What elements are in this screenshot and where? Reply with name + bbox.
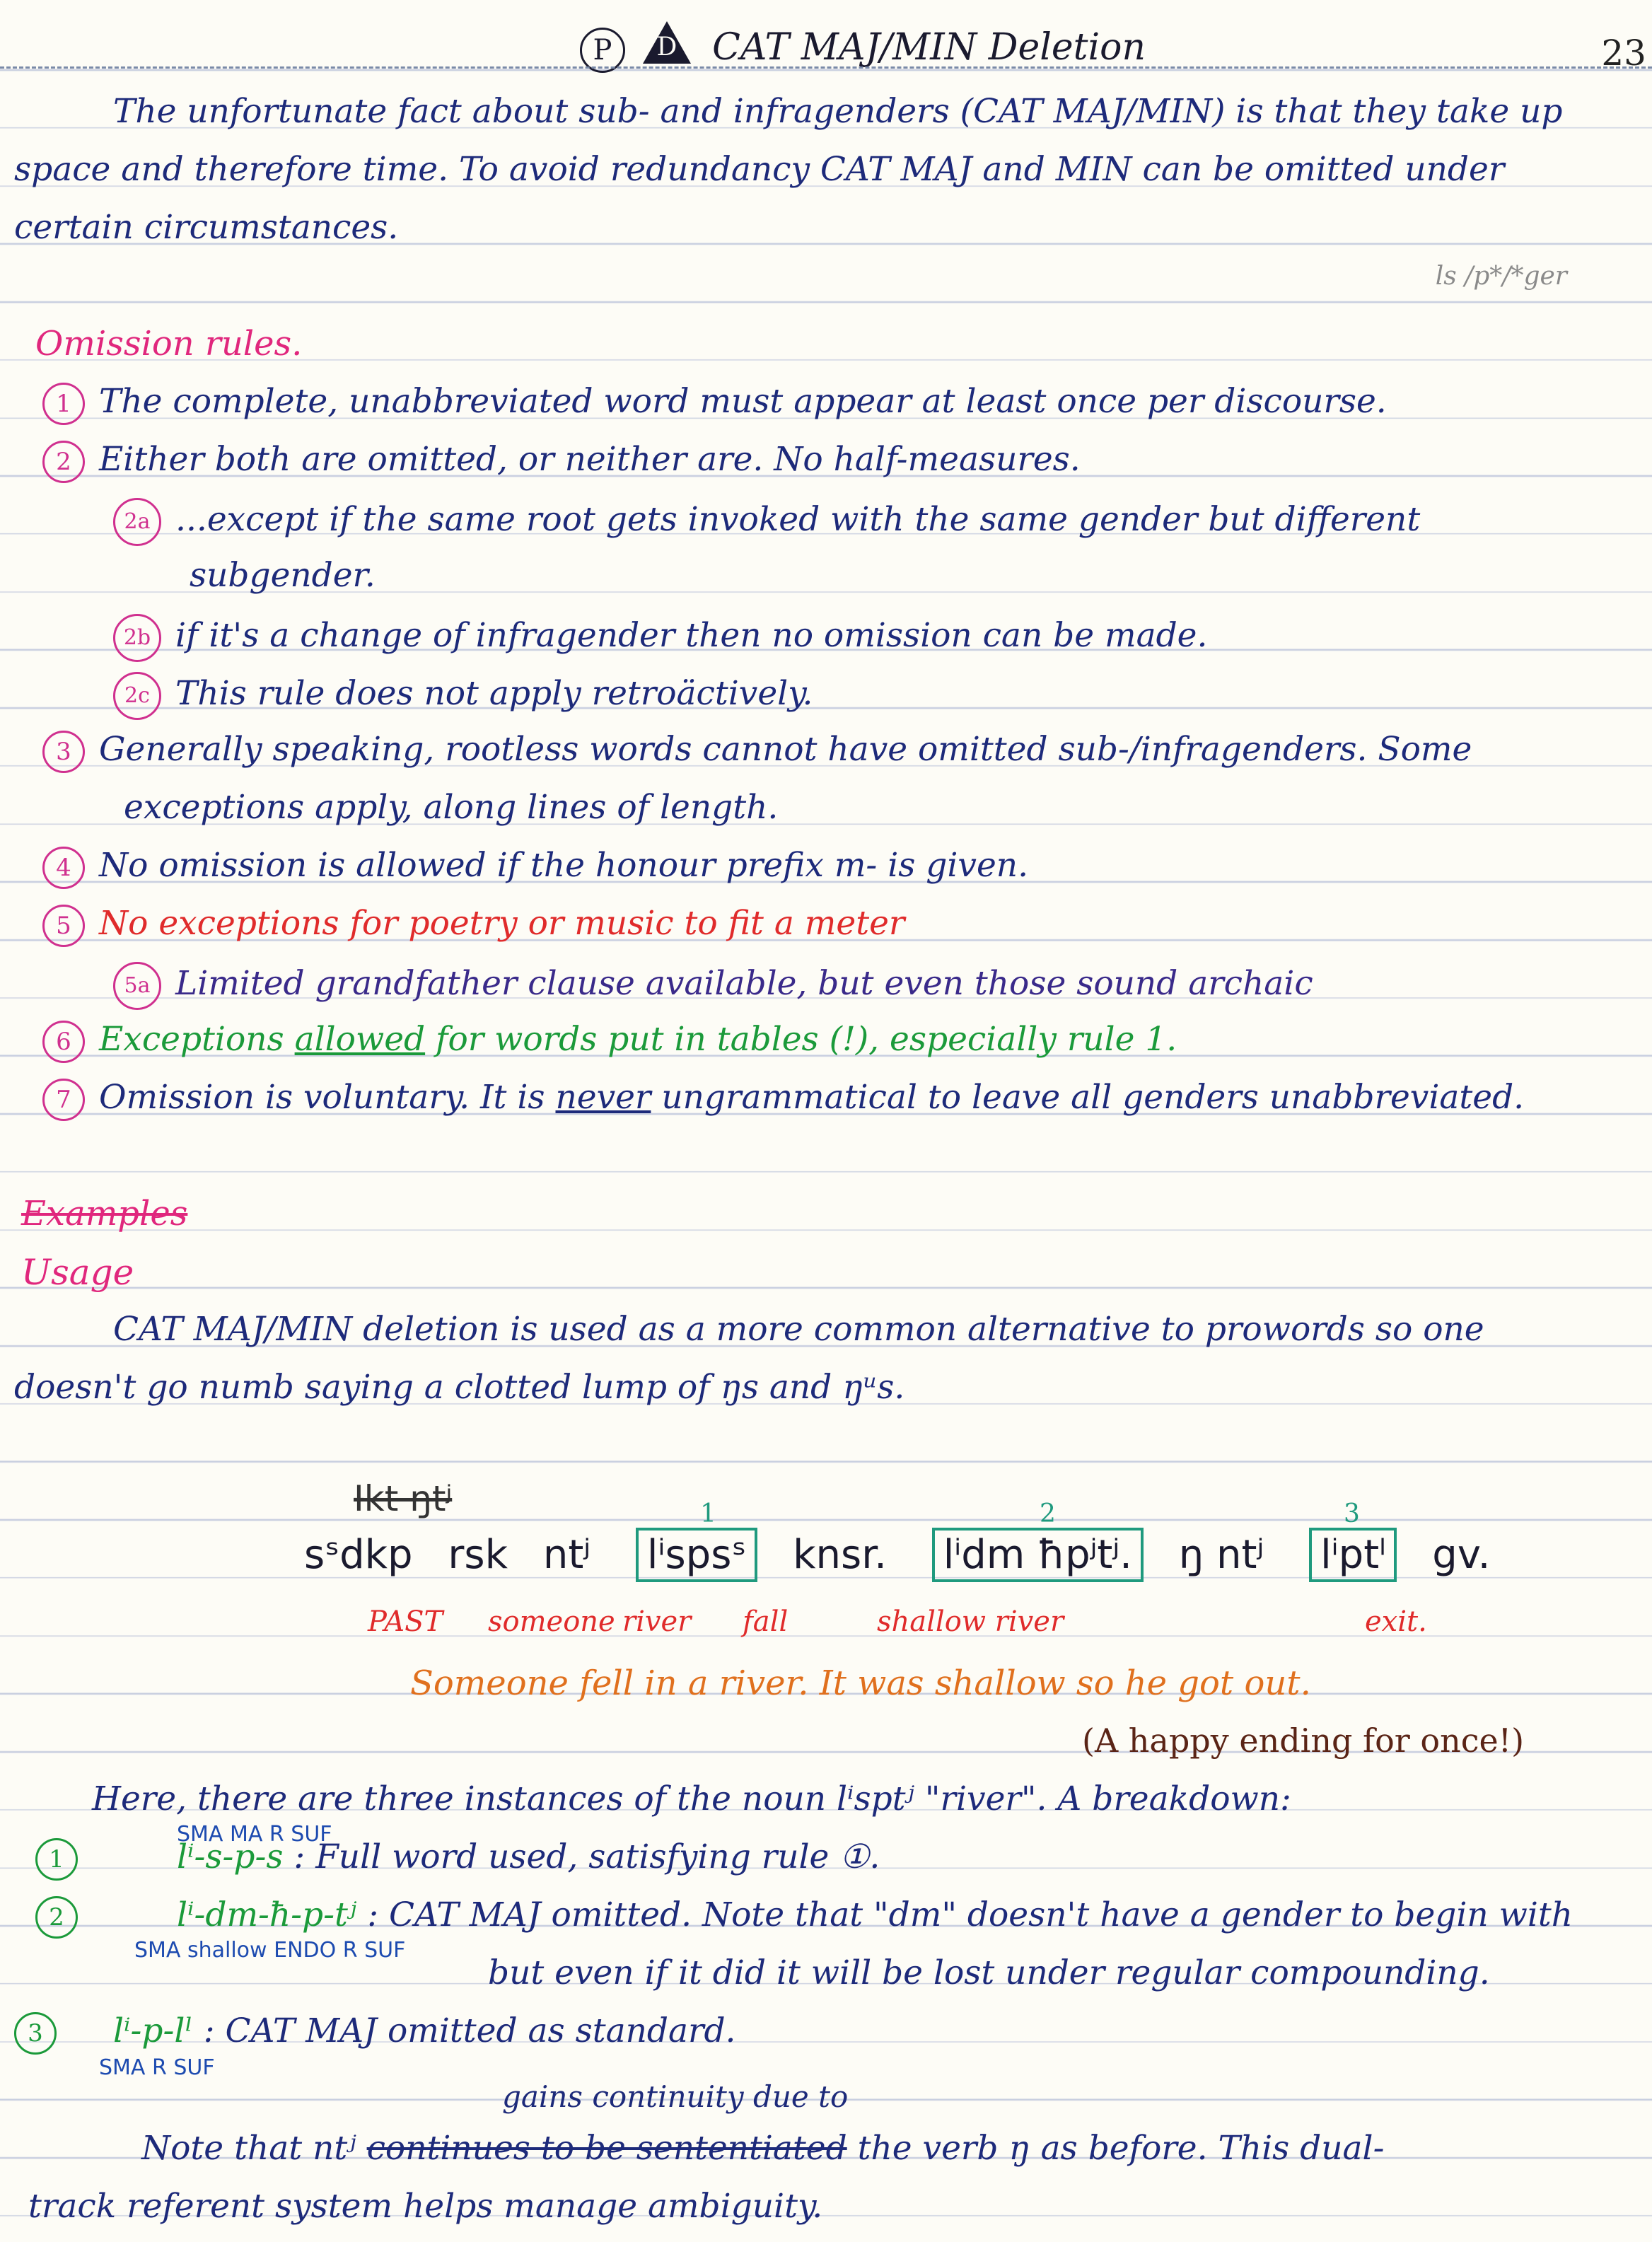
word-n-nt: ŋ ntʲ bbox=[1178, 1532, 1264, 1578]
breakdown-number: 1 bbox=[35, 1838, 78, 1881]
rule-text: This rule does not apply retroäctively. bbox=[175, 674, 813, 713]
rules-heading: Omission rules. bbox=[35, 324, 303, 364]
rule-text: Either both are omitted, or neither are. No half-measures. bbox=[99, 440, 1081, 479]
breakdown-number: 3 bbox=[14, 2012, 57, 2055]
rule-5 bbox=[42, 904, 904, 947]
rule-2a bbox=[113, 498, 1420, 546]
breakdown-1-labels: SMA MA R SUF bbox=[177, 1822, 332, 1847]
rule-7 bbox=[42, 1078, 1524, 1121]
rule-text-emphasis: never bbox=[555, 1078, 651, 1117]
breakdown-text: : CAT MAJ omitted. Note that "dm" doesn't have a gender to begin with bbox=[367, 1895, 1574, 1934]
rule-number: 7 bbox=[42, 1079, 85, 1121]
word-nt: ntʲ bbox=[542, 1532, 591, 1578]
note-insertion: gains continuity due to bbox=[502, 2079, 849, 2114]
rule-text: No exceptions for poetry or music to fit a meter bbox=[99, 904, 905, 943]
example-aside: (A happy ending for once!) bbox=[1082, 1721, 1525, 1760]
note-text-b: the verb ŋ as before. This dual- bbox=[847, 2129, 1385, 2168]
rule-number: 3 bbox=[42, 731, 85, 773]
example-sentence bbox=[304, 1528, 1513, 1582]
box-number-2: 2 bbox=[1040, 1499, 1056, 1528]
gloss-someone: someone bbox=[488, 1605, 615, 1638]
d-triangle-icon bbox=[643, 21, 691, 64]
rule-number: 2a bbox=[113, 498, 161, 546]
rule-text-c: for words put in tables (!), especially rule 1. bbox=[425, 1020, 1177, 1059]
word-fall: knsr. bbox=[793, 1532, 887, 1578]
breakdown-text: : CAT MAJ omitted as standard. bbox=[203, 2011, 736, 2050]
note-line-2: track referent system helps manage ambiguity. bbox=[28, 2187, 823, 2226]
rule-number: 2 bbox=[42, 441, 85, 483]
struck-above-example: Ɨkt ŋtʲ bbox=[354, 1478, 453, 1519]
breakdown-intro: Here, there are three instances of the noun lⁱsptʲ "river". A breakdown: bbox=[92, 1779, 1291, 1818]
intro-line-1: The unfortunate fact about sub- and infragenders (CAT MAJ/MIN) is that they take up bbox=[113, 92, 1563, 131]
gloss-exit: exit. bbox=[1365, 1605, 1427, 1638]
rule-text: Limited grandfather clause available, but even those sound archaic bbox=[175, 964, 1313, 1003]
box-number-3: 3 bbox=[1344, 1499, 1360, 1528]
gloss-fall: fall bbox=[743, 1605, 789, 1638]
rule-number: 5a bbox=[113, 962, 161, 1010]
page-number: 23 bbox=[1601, 33, 1646, 74]
example-translation: Someone fell in a river. It was shallow so he got out. bbox=[410, 1663, 1311, 1703]
rule-text-a: Omission is voluntary. It is bbox=[99, 1078, 556, 1117]
examples-struck-heading: Examples bbox=[21, 1194, 188, 1233]
rule-text-emphasis: allowed bbox=[294, 1020, 426, 1059]
rule-text: The complete, unabbreviated word must appear at least once per discourse. bbox=[99, 382, 1387, 421]
rule-4 bbox=[42, 846, 1028, 889]
breakdown-number: 2 bbox=[35, 1896, 78, 1939]
note-line-1 bbox=[141, 2129, 1384, 2168]
rule-number: 1 bbox=[42, 383, 85, 425]
intro-line-2: space and therefore time. To avoid redundancy CAT MAJ and MIN can be omitted under bbox=[14, 150, 1505, 189]
box-number-1: 1 bbox=[700, 1499, 716, 1528]
title-text: CAT MAJ/MIN Deletion bbox=[712, 26, 1146, 69]
rule-text-a: Exceptions bbox=[99, 1020, 295, 1059]
rule-number: 4 bbox=[42, 847, 85, 889]
breakdown-form: lⁱ-s-p-s bbox=[177, 1837, 284, 1876]
breakdown-form: lⁱ-dm-ħ-p-tʲ bbox=[177, 1895, 357, 1934]
rule-1 bbox=[42, 382, 1387, 425]
rule-text: Generally speaking, rootless words cannot have omitted sub-/infragenders. Some bbox=[99, 730, 1472, 769]
rule-number: 6 bbox=[42, 1021, 85, 1063]
rule-2b bbox=[113, 614, 1207, 662]
usage-line-1: CAT MAJ/MIN deletion is used as a more common alternative to prowords so one bbox=[113, 1310, 1484, 1349]
breakdown-2 bbox=[35, 1895, 1573, 1939]
usage-heading: Usage bbox=[21, 1252, 134, 1293]
rule-3-cont: exceptions apply, along lines of length. bbox=[124, 788, 779, 827]
rule-text: ...except if the same root gets invoked with the same gender but different bbox=[175, 500, 1421, 539]
rule-number: 5 bbox=[42, 905, 85, 947]
rule-2c bbox=[113, 672, 813, 720]
rule-2 bbox=[42, 440, 1081, 483]
word-river-1: lⁱspsˢ bbox=[636, 1528, 757, 1582]
title-divider bbox=[0, 66, 1652, 69]
p-circle-icon: P bbox=[580, 28, 625, 73]
rule-5a bbox=[113, 962, 1313, 1010]
breakdown-2-labels: SMA shallow ENDO R SUF bbox=[134, 1938, 406, 1963]
rule-number: 2b bbox=[113, 614, 161, 662]
word-past: sˢdkp bbox=[304, 1532, 413, 1578]
rule-2a-cont: subgender. bbox=[190, 556, 376, 595]
breakdown-1 bbox=[35, 1837, 880, 1881]
rule-text: if it's a change of infragender then no omission can be made. bbox=[175, 616, 1208, 655]
word-river-3: lⁱptˡ bbox=[1309, 1528, 1397, 1582]
breakdown-text: : Full word used, satisfying rule ①. bbox=[293, 1837, 880, 1876]
gloss-past: PAST bbox=[368, 1605, 443, 1638]
rule-number: 2c bbox=[113, 672, 161, 720]
note-struck-text: continues to be sententiated bbox=[366, 2129, 847, 2168]
note-text-a: Note that ntʲ bbox=[141, 2129, 367, 2168]
margin-note: ls /p*/*ger bbox=[1435, 262, 1567, 291]
rule-text-c: ungrammatical to leave all genders unabbreviated. bbox=[651, 1078, 1525, 1117]
breakdown-3-labels: SMA R SUF bbox=[99, 2055, 215, 2080]
gloss-shallow-river: shallow river bbox=[877, 1605, 1064, 1638]
breakdown-form: lⁱ-p-lˡ bbox=[113, 2011, 193, 2050]
gloss-river: river bbox=[622, 1605, 692, 1638]
rule-text: No omission is allowed if the honour prefix m- is given. bbox=[99, 846, 1029, 885]
word-exit: gv. bbox=[1432, 1532, 1491, 1578]
breakdown-2-cont: but even if it did it will be lost under regular compounding. bbox=[488, 1953, 1490, 1992]
triangle-letter: D bbox=[656, 33, 677, 62]
word-someone: rsk bbox=[448, 1532, 508, 1578]
intro-line-3: certain circumstances. bbox=[14, 208, 399, 247]
word-river-2: lⁱdm ħpʲtʲ. bbox=[932, 1528, 1144, 1582]
page-title bbox=[580, 21, 1146, 73]
usage-line-2: doesn't go numb saying a clotted lump of ŋs and ŋᵘs. bbox=[14, 1368, 905, 1407]
rule-3 bbox=[42, 730, 1472, 773]
breakdown-3 bbox=[14, 2011, 735, 2055]
rule-6 bbox=[42, 1020, 1177, 1063]
